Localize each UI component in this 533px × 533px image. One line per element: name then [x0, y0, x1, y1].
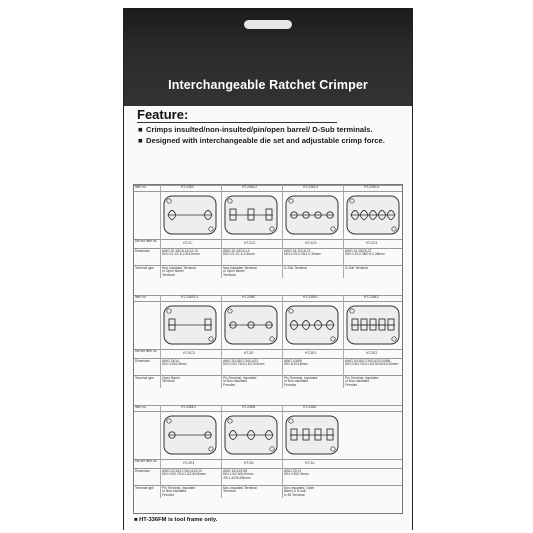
die-set-number: HT-2E3 — [183, 460, 195, 465]
header-band — [124, 8, 412, 106]
column-divider — [282, 295, 283, 388]
dimension-value: AWG 20-18/16-14/12-10 — [162, 248, 198, 253]
die-image — [345, 194, 402, 237]
terminal-type-value: Pin Terminal, Insulated — [162, 485, 196, 490]
terminal-type-value: Terminal — [162, 379, 175, 384]
dimension-value: DIN 6/10/16mm² — [284, 362, 309, 367]
table-row-divider — [134, 349, 402, 350]
die-image — [223, 304, 280, 347]
row-label: Dimension — [135, 359, 151, 363]
dimension-value: AWG 22/14 — [284, 468, 301, 473]
dimension-value: AWG 20/18/17/16/14/12/10/8/6 — [345, 358, 391, 363]
item-number: HT-236E — [242, 295, 256, 300]
die-image — [223, 194, 280, 237]
row-label: Dimension — [135, 469, 151, 473]
terminal-type-value: Pin Terminal, Insulated — [284, 375, 318, 380]
terminal-type-value: Terminal — [223, 489, 236, 494]
die-set-number: HT-2C — [183, 240, 193, 245]
table-row-divider — [134, 191, 402, 192]
dimension-value: AWG 20/18/17/16/14/12 — [223, 358, 259, 363]
row-label: Terminal type — [135, 266, 154, 270]
terminal-type-value: or Non-insulated — [345, 379, 370, 384]
product-card — [123, 8, 413, 530]
crimp-die-icon — [162, 194, 218, 236]
dimension-value: DIN 1.5/2.5/6/10mm² — [223, 472, 254, 477]
die-set-number: HT-2E — [244, 350, 254, 355]
terminal-type-value: Terminal — [162, 273, 175, 278]
item-number: HT-236SC3 — [181, 295, 199, 300]
dimension-value: AWG 20-18/16-14 — [223, 248, 250, 253]
terminal-type-value: or Non-insulated — [162, 489, 187, 494]
crimp-die-icon — [284, 194, 340, 236]
terminal-type-value: in 35 Terminal — [284, 493, 305, 498]
dimension-value: AWG 10/8/6 — [284, 358, 302, 363]
dimension-value: JIS 1.4/2/5.5/8mm² — [223, 476, 251, 481]
table-row-divider — [134, 239, 402, 240]
row-label: Dimension — [135, 249, 151, 253]
column-divider — [221, 295, 222, 388]
dimension-value: DIN 0.5/0.75/1/1.5/2.5/4/6mm² — [162, 472, 207, 477]
column-divider — [221, 185, 222, 278]
item-number: HT-236C3 — [303, 185, 319, 190]
die-set-number: HT-2C4 — [366, 240, 378, 245]
terminal-type-value: or Non-insulated — [284, 379, 309, 384]
die-set-number: HT-2N — [244, 460, 254, 465]
terminal-type-value: Non-insulated Terminal — [162, 265, 196, 270]
die-image — [162, 304, 219, 347]
column-divider — [221, 405, 222, 498]
bullet-icon: ■ — [138, 125, 143, 134]
row-label: Terminal type — [135, 376, 154, 380]
crimp-die-icon — [284, 414, 340, 456]
die-image — [284, 194, 341, 237]
die-image — [223, 414, 280, 457]
dimension-value: AWG 20/18/17/16/14/12/10 — [162, 468, 202, 473]
item-number: HT-236C2 — [242, 185, 258, 190]
terminal-type-value: Ferrules — [284, 383, 297, 388]
feature-underline — [137, 122, 337, 123]
column-divider — [282, 185, 283, 278]
terminal-type-value: Pin Terminal, Insulated — [345, 375, 379, 380]
terminal-type-value: or Open Barrel — [223, 269, 245, 274]
crimp-die-icon — [162, 304, 218, 346]
die-image — [284, 414, 341, 457]
terminal-type-value: Ferrules — [345, 383, 358, 388]
terminal-type-value: Pin Terminal, Insulated — [223, 375, 257, 380]
dimension-value: AWG 16/14/10/8 — [223, 468, 248, 473]
terminal-type-value: Open Barrel — [162, 375, 180, 380]
die-set-number: HT-2U — [305, 460, 315, 465]
die-table — [133, 184, 403, 514]
feature-heading: Feature: — [137, 107, 189, 122]
row-label: Item no. — [135, 295, 147, 299]
item-number: HT-236C — [181, 185, 195, 190]
dimension-value: AWG 24/14 — [162, 358, 179, 363]
item-number: HT-236E3 — [181, 405, 196, 410]
terminal-type-value: Barrel & D-sub, — [284, 489, 307, 494]
item-number: HT-236U — [303, 405, 317, 410]
dimension-value: DIN 0.25-0.05/1-0.35mm² — [284, 252, 322, 257]
column-divider — [160, 405, 161, 498]
terminal-type-value: Ferrules — [162, 493, 175, 498]
terminal-type-value: Ferrules — [223, 383, 236, 388]
die-set-number: HT-2C3 — [305, 240, 317, 245]
dimension-value: DIN 0.25-0.08/0.5-0.35mm² — [345, 252, 386, 257]
dimension-value: DIN 0.25/2.5mm² — [162, 362, 188, 367]
row-label: Die set Item no. — [135, 238, 158, 243]
row-label: Item no. — [135, 185, 147, 189]
column-divider — [160, 295, 161, 388]
table-row-divider — [134, 185, 402, 186]
row-label: Item no. — [135, 405, 147, 409]
die-set-number: HT-SC3 — [183, 350, 195, 355]
dimension-value: DIN 0.35/2.5mm² — [284, 472, 310, 477]
row-label: Die set Item no. — [135, 348, 158, 353]
column-divider — [343, 295, 344, 388]
column-divider — [160, 185, 161, 278]
dimension-value: DIN 0.5-1/1.5-2.5mm² — [223, 252, 255, 257]
terminal-type-value: or Non-insulated — [223, 379, 248, 384]
feature-list — [138, 125, 408, 146]
product-title: Interchangeable Ratchet Crimper — [168, 78, 368, 92]
die-image — [162, 414, 219, 457]
terminal-type-value: Non-insulated, Open — [284, 485, 315, 490]
crimp-die-icon — [223, 194, 279, 236]
dimension-value: DIN 0.5/0.75/1/1.5/2.5/4mm² — [223, 362, 265, 367]
die-set-number: HT-2E2 — [366, 350, 378, 355]
die-image — [345, 304, 402, 347]
item-number: HT-236N — [242, 405, 256, 410]
table-row-divider — [134, 295, 402, 296]
die-set-number: HT-2E1 — [305, 350, 317, 355]
row-label: Terminal type — [135, 486, 154, 490]
terminal-type-value: D-Sub Terminal — [284, 265, 307, 270]
footer-note: ■ HT-336FM is tool frame only. — [134, 517, 218, 523]
dimension-value: AWG 24-20/18-22 — [284, 248, 311, 253]
crimp-die-icon — [223, 304, 279, 346]
bullet-icon: ■ — [138, 135, 143, 145]
terminal-type-value: Terminal — [223, 273, 236, 278]
die-set-number: HT-2C2 — [244, 240, 256, 245]
crimp-die-icon — [284, 304, 340, 346]
table-row-divider — [134, 411, 402, 412]
column-divider — [282, 405, 283, 498]
table-row-divider — [134, 405, 402, 406]
row-label: Die set Item no. — [135, 458, 158, 463]
terminal-type-value: Non-insulated Terminal — [223, 265, 257, 270]
feature-item: ■ Crimps insulted/non-insulted/pin/open barrel/ D-Sub terminals. — [138, 125, 373, 134]
item-number: HT-236E1 — [303, 295, 318, 300]
item-number: HT-236E2 — [364, 295, 379, 300]
crimp-die-icon — [345, 304, 401, 346]
terminal-type-value: D-Sub Terminal — [345, 265, 368, 270]
feature-item: ■ Designed with interchangeable die set and adjustable crimp force. — [138, 135, 385, 145]
hang-hole — [244, 20, 292, 29]
crimp-die-icon — [162, 414, 218, 456]
item-number: HT-236C4 — [364, 185, 380, 190]
column-divider — [343, 185, 344, 278]
dimension-value: DIN 0.5-1/1.5-2.5/4-6mm² — [162, 252, 200, 257]
dimension-value: AWG 24-28/26-22 — [345, 248, 372, 253]
terminal-type-value: Non-insulated Terminal — [223, 485, 257, 490]
terminal-type-value: or Open Barrel — [162, 269, 184, 274]
table-row-divider — [134, 301, 402, 302]
crimp-die-icon — [345, 194, 401, 236]
die-image — [284, 304, 341, 347]
table-row-divider — [134, 459, 402, 460]
die-image — [162, 194, 219, 237]
dimension-value: DIN 0.5/0.75/1/1.5/2.5/4/6/10/16mm² — [345, 362, 399, 367]
crimp-die-icon — [223, 414, 279, 456]
